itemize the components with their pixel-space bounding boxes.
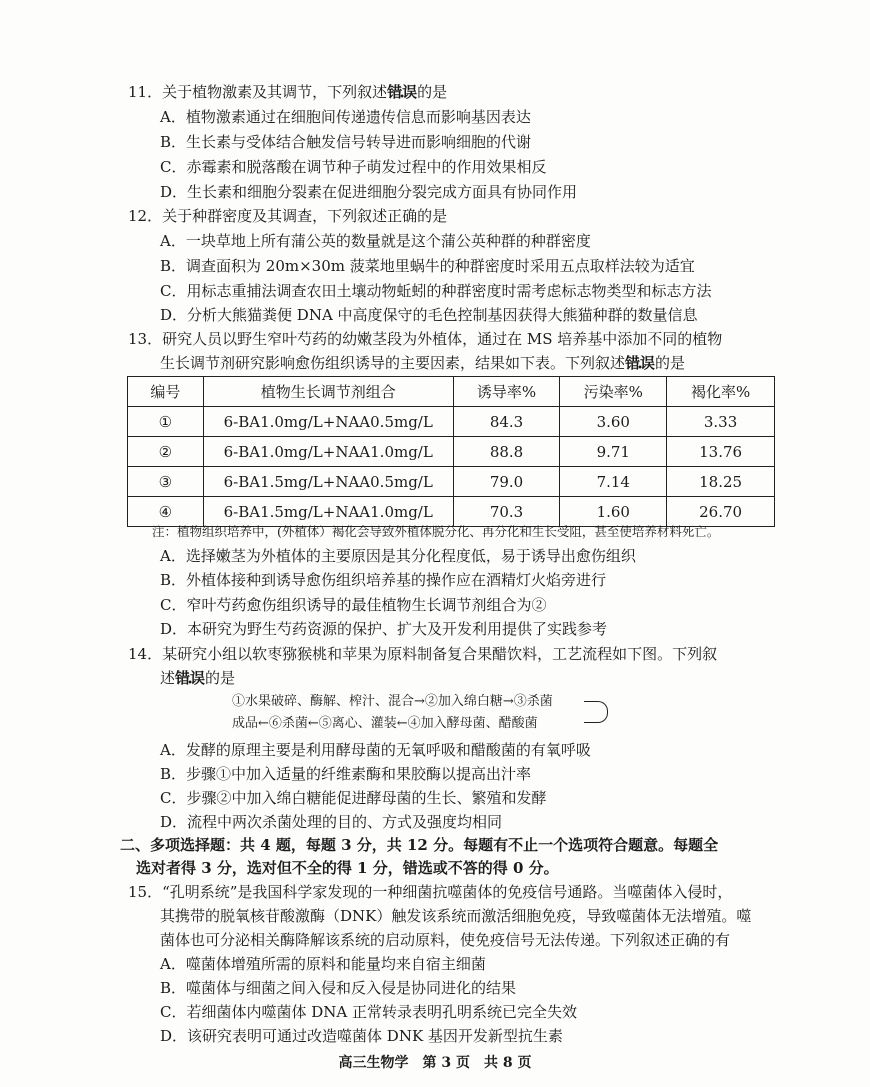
q11-option-b: B．生长素与受体结合触发信号转导进而影响细胞的代谢 (160, 133, 532, 151)
table-header-row (128, 377, 775, 407)
col-header-induction-rate: 诱导率% (453, 377, 560, 407)
emphasis-wrong: 错误 (175, 669, 206, 687)
q13-option-a: A．选择嫩茎为外植体的主要原因是其分化程度低，易于诱导出愈伤组织 (160, 547, 636, 565)
q12-option-a: A．一块草地上所有蒲公英的数量就是这个蒲公英种群的种群密度 (160, 232, 591, 250)
table-cell: 84.3 (453, 407, 560, 437)
table-cell: 26.70 (667, 497, 775, 527)
table-cell: 3.60 (560, 407, 667, 437)
table-cell: ① (128, 407, 204, 437)
table-cell: ④ (128, 497, 204, 527)
table-cell: ③ (128, 467, 204, 497)
section2-heading-line2: 选对者得 3 分，选对但不全的得 1 分，错选或不答的得 0 分。 (136, 859, 559, 877)
q13-stem-line1: 13．研究人员以野生窄叶芍药的幼嫩茎段为外植体，通过在 MS 培养基中添加不同的植物 (128, 330, 723, 348)
q15-option-c: C．若细菌体内噬菌体 DNA 正常转录表明孔明系统已完全失效 (160, 1003, 577, 1021)
col-header-id: 编号 (128, 377, 204, 407)
flow-return-arrow (584, 701, 608, 723)
table-cell: 6-BA1.5mg/L+NAA1.0mg/L (203, 497, 453, 527)
q12-option-d: D．分析大熊猫粪便 DNA 中高度保守的毛色控制基因获得大熊猫种群的数量信息 (160, 306, 698, 324)
col-header-combination: 植物生长调节剂组合 (203, 377, 453, 407)
process-flow-line2: 成品←⑥杀菌←⑤离心、灌装←④加入酵母菌、醋酸菌 (232, 716, 538, 731)
table-row (128, 467, 775, 497)
q15-stem-line1: 15．“孔明系统”是我国科学家发现的一种细菌抗噬菌体的免疫信号通路。当噬菌体入侵时， (128, 883, 733, 901)
q15-option-b: B．噬菌体与细菌之间入侵和反入侵是协同进化的结果 (160, 979, 517, 997)
q14-option-a: A．发酵的原理主要是利用酵母菌的无氧呼吸和醋酸菌的有氧呼吸 (160, 741, 591, 759)
q12-option-b: B．调查面积为 20m×30m 菠菜地里蜗牛的种群密度时采用五点取样法较为适宜 (160, 257, 695, 275)
q15-option-a: A．噬菌体增殖所需的原料和能量均来自宿主细菌 (160, 955, 486, 973)
table-cell: 70.3 (453, 497, 560, 527)
q14-option-d: D．流程中两次杀菌处理的目的、方式及强度均相同 (160, 813, 503, 831)
table-cell: ② (128, 437, 204, 467)
q14-stem-line1: 14．某研究小组以软枣猕猴桃和苹果为原料制备复合果醋饮料，工艺流程如下图。下列叙 (128, 645, 718, 663)
page-footer: 高三生物学 第 3 页 共 8 页 (338, 1055, 532, 1071)
q13-table-note: 注：植物组织培养中，(外植体）褐化会导致外植体脱分化、再分化和生长受阻，甚至使培养材料死亡。 (152, 524, 720, 539)
q13-option-c: C．窄叶芍药愈伤组织诱导的最佳植物生长调节剂组合为② (160, 596, 547, 614)
table-cell: 6-BA1.0mg/L+NAA0.5mg/L (203, 407, 453, 437)
q15-stem-line2: 其携带的脱氧核苷酸激酶（DNK）触发该系统而激活细胞免疫，导致噬菌体无法增殖。噬 (160, 907, 752, 925)
q13-stem-line2: 生长调节剂研究影响愈伤组织诱导的主要因素，结果如下表。下列叙述错误的是 (160, 354, 686, 372)
q13-option-b: B．外植体接种到诱导愈伤组织培养基的操作应在酒精灯火焰旁进行 (160, 571, 607, 589)
section2-heading-line1: 二、多项选择题：共 4 题，每题 3 分，共 12 分。每题有不止一个选项符合题意。每题全 (120, 836, 719, 854)
table-cell: 6-BA1.5mg/L+NAA0.5mg/L (203, 467, 453, 497)
table-cell: 3.33 (667, 407, 775, 437)
q11-option-c: C．赤霉素和脱落酸在调节种子萌发过程中的作用效果相反 (160, 158, 547, 176)
table-row (128, 437, 775, 467)
col-header-contamination-rate: 污染率% (560, 377, 667, 407)
table-cell: 18.25 (667, 467, 775, 497)
table-cell: 79.0 (453, 467, 560, 497)
table-cell: 13.76 (667, 437, 775, 467)
table-row (128, 407, 775, 437)
table-cell: 1.60 (560, 497, 667, 527)
table-cell: 88.8 (453, 437, 560, 467)
q14-stem-line2: 述错误的是 (160, 669, 236, 687)
q15-option-d: D．该研究表明可通过改造噬菌体 DNK 基因开发新型抗生素 (160, 1027, 563, 1045)
q11-option-d: D．生长素和细胞分裂素在促进细胞分裂完成方面具有协同作用 (160, 183, 578, 201)
table-cell: 6-BA1.0mg/L+NAA1.0mg/L (203, 437, 453, 467)
q15-stem-line3: 菌体也可分泌相关酶降解该系统的启动原料，使免疫信号无法传递。下列叙述正确的有 (160, 931, 731, 949)
table-cell: 9.71 (560, 437, 667, 467)
q13-results-table (127, 376, 775, 527)
emphasis-wrong: 错误 (387, 83, 418, 101)
q12-stem: 12．关于种群密度及其调查，下列叙述正确的是 (128, 207, 448, 225)
q11-stem: 11．关于植物激素及其调节，下列叙述错误的是 (128, 83, 448, 101)
q12-option-c: C．用标志重捕法调查农田土壤动物蚯蚓的种群密度时需考虑标志物类型和标志方法 (160, 282, 712, 300)
table-cell: 7.14 (560, 467, 667, 497)
emphasis-wrong: 错误 (625, 354, 656, 372)
q14-option-b: B．步骤①中加入适量的纤维素酶和果胶酶以提高出汁率 (160, 765, 532, 783)
col-header-browning-rate: 褐化率% (667, 377, 775, 407)
q14-option-c: C．步骤②中加入绵白糖能促进酵母菌的生长、繁殖和发酵 (160, 789, 547, 807)
q13-option-d: D．本研究为野生芍药资源的保护、扩大及开发利用提供了实践参考 (160, 620, 608, 638)
q11-option-a: A．植物激素通过在细胞间传递遗传信息而影响基因表达 (160, 108, 531, 126)
process-flow-line1: ①水果破碎、酶解、榨汁、混合→②加入绵白糖→③杀菌 (232, 694, 553, 709)
